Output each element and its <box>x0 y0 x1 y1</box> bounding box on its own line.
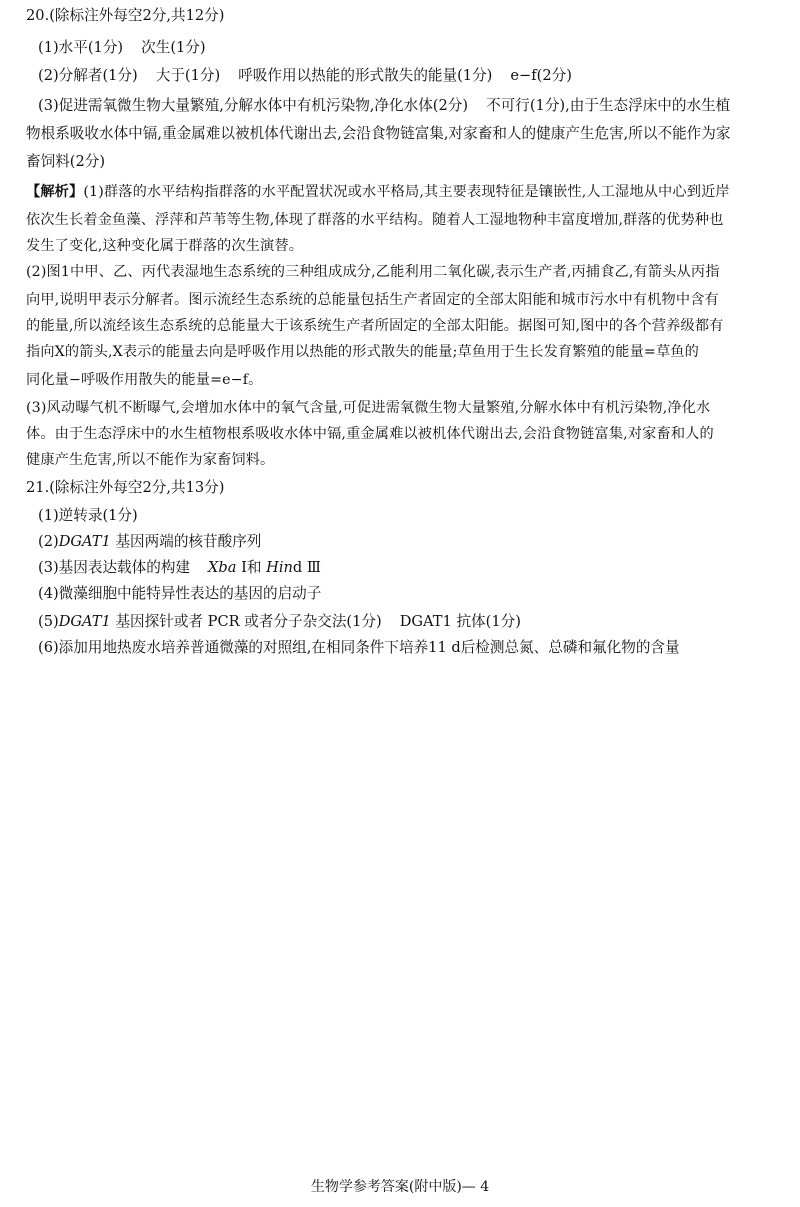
q21-answer-3: (3)基因表达载体的构建 Xba Ⅰ和 Hind Ⅲ <box>38 559 321 576</box>
analysis-line-3: 发生了变化,这种变化属于群落的次生演替。 <box>26 238 304 254</box>
q21-answer-5: (5)DGAT1 基因探针或者 PCR 或者分子杂交法(1分) DGAT1 抗体(1分) <box>38 613 521 630</box>
analysis-line-5: 向甲,说明甲表示分解者。图示流经生态系统的总能量包括生产者固定的全部太阳能和城市污水中有机物中含有 <box>26 292 719 308</box>
q20-header: 20.(除标注外每空2分,共12分) <box>26 7 225 24</box>
analysis-line-10: 体。由于生态浮床中的水生植物根系吸收水体中镉,重金属难以被机体代谢出去,会沿食物链富集,对家畜和人的 <box>26 426 714 442</box>
analysis-line-1: 【解析】(1)群落的水平结构指群落的水平配置状况或水平格局,其主要表现特征是镶嵌性,人工湿地从中心到近岸 <box>26 184 730 200</box>
q21-answer-1: (1)逆转录(1分) <box>38 507 138 524</box>
analysis-line-7: 指向X的箭头,X表示的能量去向是呼吸作用以热能的形式散失的能量;草鱼用于生长发育繁殖的能量=草鱼的 <box>26 344 699 360</box>
q21-answer-6: (6)添加用地热废水培养普通微藻的对照组,在相同条件下培养11 d后检测总氮、总磷和氟化物的含量 <box>38 639 680 656</box>
gene-name: DGAT1 <box>58 533 111 550</box>
analysis-line-9: (3)风动曝气机不断曝气,会增加水体中的氧气含量,可促进需氧微生物大量繁殖,分解水体中有机污染物,净化水 <box>26 400 711 416</box>
q20-answer-3-line-3: 畜饲料(2分) <box>26 153 106 170</box>
q20-answer-3-line-1: (3)促进需氧微生物大量繁殖,分解水体中有机污染物,净化水体(2分) 不可行(1分),由于生态浮床中的水生植 <box>38 97 731 114</box>
q20-answer-2: (2)分解者(1分) 大于(1分) 呼吸作用以热能的形式散失的能量(1分) e−f(2分) <box>38 67 572 84</box>
analysis-line-2: 依次生长着金鱼藻、浮萍和芦苇等生物,体现了群落的水平结构。随着人工湿地物种丰富度增加,群落的优势种也 <box>26 212 724 228</box>
analysis-line-6: 的能量,所以流经该生态系统的总能量大于该系统生产者所固定的全部太阳能。据图可知,图中的各个营养级都有 <box>26 318 724 334</box>
page-footer: 生物学参考答案(附中版)— 4 <box>310 1179 490 1195</box>
analysis-tag: 【解析】 <box>26 184 84 200</box>
analysis-line-11: 健康产生危害,所以不能作为家畜饲料。 <box>26 452 275 468</box>
q21-answer-4: (4)微藻细胞中能特异性表达的基因的启动子 <box>38 585 322 602</box>
q21-header: 21.(除标注外每空2分,共13分) <box>26 479 225 496</box>
analysis-line-4: (2)图1中甲、乙、丙代表湿地生态系统的三种组成成分,乙能利用二氧化碳,表示生产者,丙捕食乙,有箭头从丙指 <box>26 264 720 280</box>
analysis-line-8: 同化量−呼吸作用散失的能量=e−f。 <box>26 372 263 388</box>
q20-answer-3-line-2: 物根系吸收水体中镉,重金属难以被机体代谢出去,会沿食物链富集,对家畜和人的健康产生危害,所以不能作为家 <box>26 125 731 142</box>
gene-name: DGAT1 <box>58 613 111 630</box>
q21-answer-2: (2)DGAT1 基因两端的核苷酸序列 <box>38 533 262 550</box>
q20-answer-1: (1)水平(1分) 次生(1分) <box>38 39 206 56</box>
